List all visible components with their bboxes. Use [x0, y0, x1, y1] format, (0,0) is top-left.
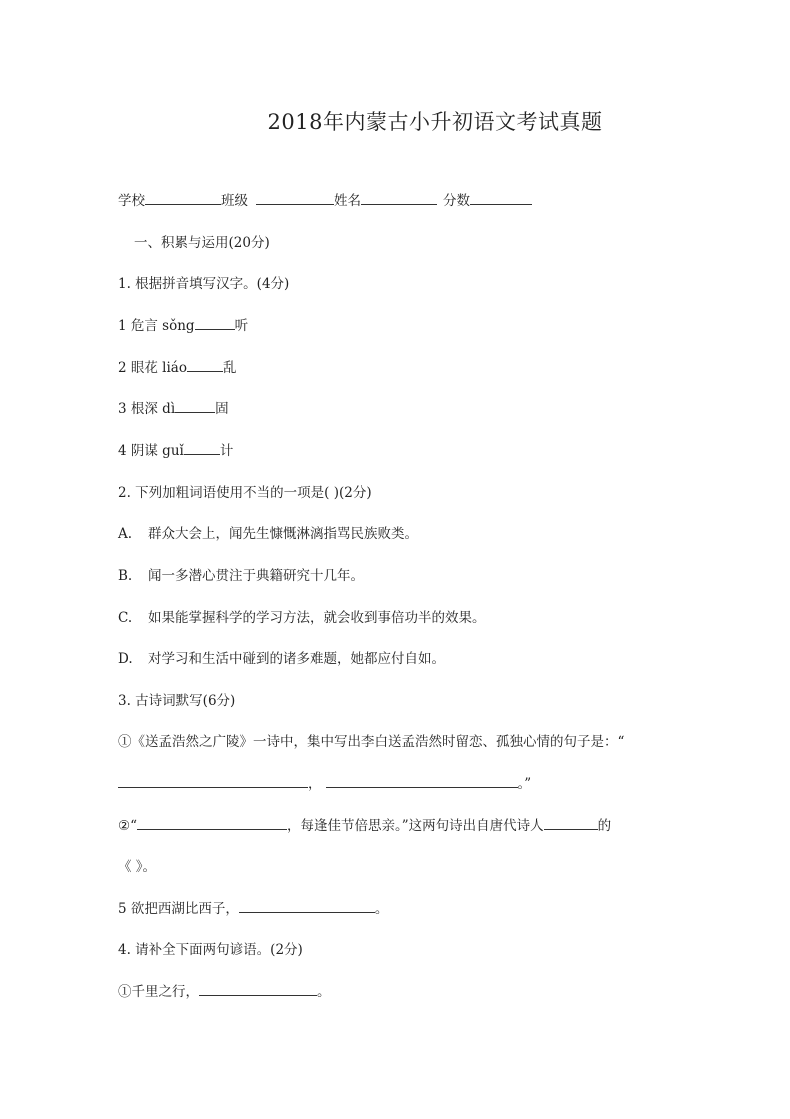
q3-item-5-blank[interactable]	[239, 900, 375, 913]
q3-item-1-blank-a[interactable]	[118, 775, 308, 788]
score-blank[interactable]	[470, 192, 532, 205]
class-blank[interactable]	[256, 192, 334, 205]
q4-item-1-blank[interactable]	[199, 983, 317, 996]
q2-option-a: A. 群众大会上，闻先生慷慨淋漓指骂民族败类。	[118, 526, 418, 542]
q2-option-d: D. 对学习和生活中碰到的诸多难题，她都应付自如。	[118, 651, 445, 667]
name-blank[interactable]	[361, 192, 437, 205]
q1-item-4: 4 阴谋 guǐ 计	[118, 443, 234, 459]
q3-item-1-blank-b[interactable]	[326, 775, 518, 788]
q1-item-3: 3 根深 dì 固	[118, 401, 229, 417]
q2-option-b: B. 闻一多潜心贯注于典籍研究十几年。	[118, 568, 364, 584]
q1-item-1-blank[interactable]	[195, 317, 235, 330]
q3-item-2-book: 《 》。	[118, 859, 157, 875]
q2-option-c: C. 如果能掌握科学的学习方法，就会收到事倍功半的效果。	[118, 610, 486, 626]
question-2-stem: 2. 下列加粗词语使用不当的一项是( )(2分)	[118, 485, 372, 501]
q3-item-2-blank-poet[interactable]	[544, 817, 598, 830]
q1-item-1: 1 危言 sǒng 听	[118, 318, 249, 334]
q3-item-2: ②“ ，每逢佳节倍思亲。”这两句诗出自唐代诗人 的	[118, 818, 612, 834]
question-3-stem: 3. 古诗词默写(6分)	[118, 693, 236, 709]
page-title: 2018年内蒙古小升初语文考试真题	[267, 110, 603, 134]
score-label: 分数	[443, 193, 470, 209]
q1-item-2: 2 眼花 liáo 乱	[118, 360, 237, 376]
q3-item-1-answer: ， 。”	[118, 775, 531, 793]
name-label: 姓名	[334, 193, 361, 209]
school-label: 学校	[118, 193, 145, 209]
class-label: 班级	[221, 193, 248, 209]
question-1-stem: 1. 根据拼音填写汉字。(4分)	[118, 276, 290, 292]
question-4-stem: 4. 请补全下面两句谚语。(2分)	[118, 942, 303, 958]
q1-item-2-blank[interactable]	[187, 359, 223, 372]
q4-item-1: ①千里之行， 。	[118, 984, 331, 1000]
school-blank[interactable]	[145, 192, 221, 205]
q1-item-3-blank[interactable]	[175, 400, 215, 413]
q3-item-5: 5 欲把西湖比西子， 。	[118, 901, 389, 917]
q1-item-4-blank[interactable]	[184, 442, 220, 455]
q3-item-2-blank-a[interactable]	[137, 817, 287, 830]
q3-item-1: ①《送孟浩然之广陵》一诗中，集中写出李白送孟浩然时留恋、孤独心情的句子是：“	[118, 734, 625, 750]
section-heading: 一、积累与运用(20分)	[134, 235, 270, 251]
student-info-line	[118, 192, 532, 210]
